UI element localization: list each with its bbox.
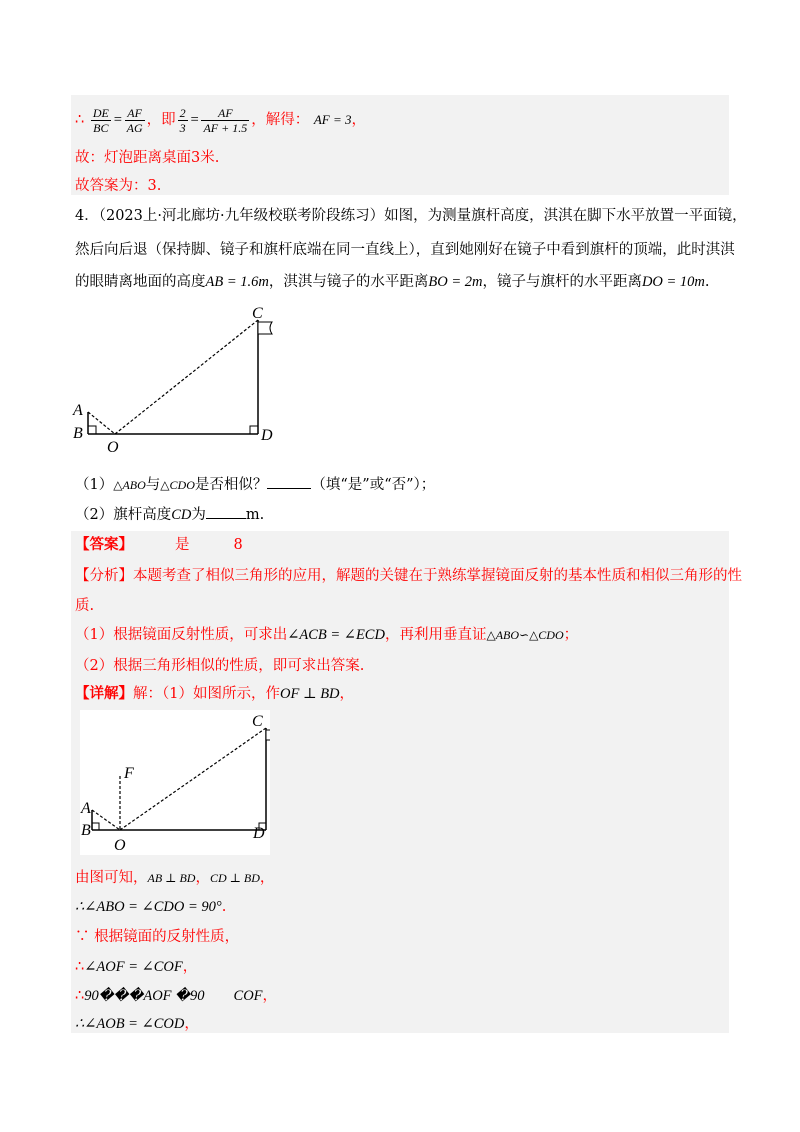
answer-part2: 8 [233,537,243,553]
question1-line: （1）△ABO与△CDO是否相似？ （填“是”或“否”）； [75,474,435,495]
analysis-line2: 质. [75,598,95,614]
segment-ao [88,412,115,434]
label-o-2: O [114,837,126,854]
problem4-line2: 然后向后退（保持脚、镜子和旗杆底端在同一直线上），直到她刚好在镜子中看到旗杆的顶端，此时淇淇 [75,242,735,258]
ratio-equation-line: ∴ $\frac{DE}{BC}$ = $\frac{AF}{AG}$ ，即 $\frac{2}{3}$ = $\frac{AF}{AF + 1.5}$ ，解得： AF = 3， [75,105,366,135]
analysis-line1: 【分析】本题考查了相似三角形的应用，解题的关键在于熟练掌握镜面反射的基本性质和相似三角形的性 [75,568,742,584]
answer-blank-1[interactable] [267,474,311,489]
equal-angles-line: ∴∠AOF = ∠COF， [75,959,198,975]
fraction-af-ag: $\frac{AF}{AG}$ [126,105,143,135]
label-f: F [124,765,134,782]
reflection-property-line: ∵ 根据镜面的反射性质， [75,929,240,945]
label-a-2: A [81,800,91,817]
label-o: O [107,439,119,456]
fraction-de-bc: $\frac{DE}{BC}$ [92,105,109,135]
perpendicular-line: 由图可知，AB ⊥ BD，CD ⊥ BD， [75,870,275,886]
fraction-2-3: $\frac{2}{3}$ [179,105,186,135]
final-answer-line: 故答案为：3. [75,178,162,194]
label-d-2: D [253,825,265,842]
detail-line: 【详解】解：（1）如图所示，作OF ⊥ BD， [75,685,355,702]
question2-line: （2）旗杆高度CD为 m. [75,504,264,525]
af-result: AF = 3 [313,112,352,127]
label-c-2: C [252,713,263,730]
answer-blank-2[interactable] [206,504,246,519]
label-c: C [252,305,263,322]
aob-cod-line: ∴∠AOB = ∠COD， [75,1016,199,1032]
flag-icon [258,322,272,334]
flagpole-figure [60,300,300,460]
problem4-line1: 4．（2023上·河北廊坊·九年级校联考阶段练习）如图，为测量旗杆高度，淇淇在脚下水平放置一平面镜， [75,208,747,224]
answer-line: 【答案】 是 8 [75,536,243,553]
label-a: A [73,402,83,419]
label-b: B [73,425,83,442]
flag-icon-2 [266,730,270,740]
complement-line: ∴90���AOF �90 COF， [75,988,278,1004]
right-angles-line: ∴∠ABO = ∠CDO = 90°. [75,899,227,915]
label-d: D [261,427,273,444]
right-angle-b [88,426,96,434]
fraction-af-af15: $\frac{AF}{AF + 1.5}$ [203,105,248,135]
solution-figure [80,710,270,855]
conclusion-line: 故：灯泡距离桌面3米. [75,150,220,166]
right-angle-d [250,426,258,434]
segment-oc [115,320,258,434]
step1-line: （1）根据镜面反射性质，可求出∠ACB = ∠ECD，再利用垂直证△ABO∽△CDO； [75,627,579,643]
step2-line: （2）根据三角形相似的性质，即可求出答案. [75,658,365,674]
label-b-2: B [81,822,91,839]
therefore-symbol: ∴ [75,112,85,128]
problem4-line3: 的眼睛离地面的高度AB = 1.6m，淇淇与镜子的水平距离BO = 2m，镜子与旗杆的水平距离DO = 10m. [75,274,710,290]
answer-part1: 是 [175,537,190,553]
